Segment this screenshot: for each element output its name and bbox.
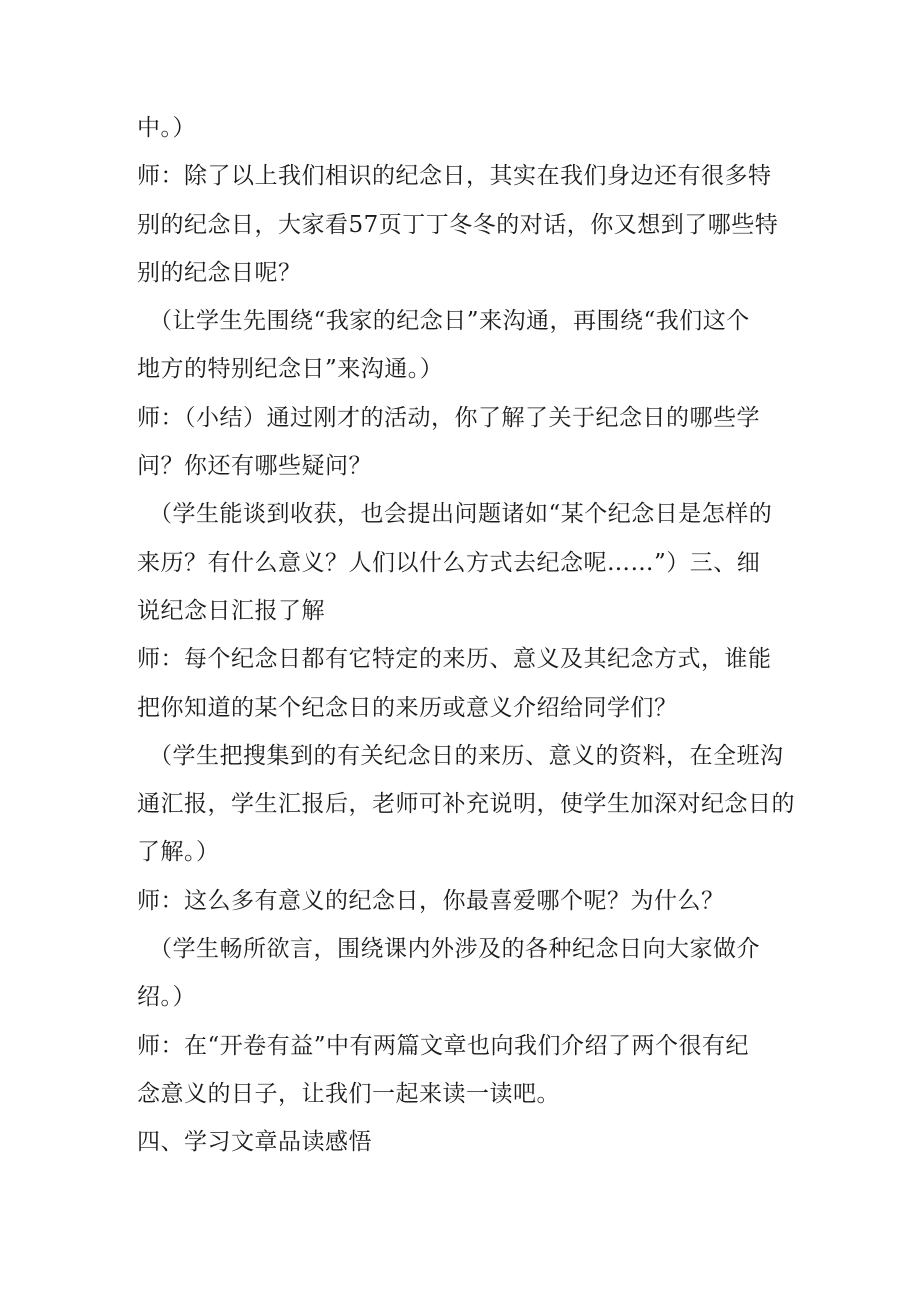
text-line-11: 说纪念日汇报了解 — [137, 597, 325, 624]
text-line-19: 绍。） — [137, 984, 196, 1011]
text-line-7: 师：（小结）通过刚才的活动，你了解了关于纪念日的哪些学 — [137, 404, 760, 431]
text-line-13: 把你知道的某个纪念日的来历或意义介绍给同学们？ — [137, 694, 678, 721]
text-line-18: （学生畅所欲言，围绕课内外涉及的各种纪念日向大家做介 — [149, 936, 760, 963]
text-line-3: 别的纪念日，大家看57页丁丁冬冬的对话，你又想到了哪些特 — [137, 211, 779, 238]
text-line-12: 师：每个纪念日都有它特定的来历、意义及其纪念方式，谁能 — [137, 646, 772, 673]
text-line-20: 师：在“开卷有益”中有两篇文章也向我们介绍了两个很有纪 — [137, 1032, 750, 1059]
body-text — [137, 104, 795, 1167]
text-line-1: 中。） — [137, 115, 196, 141]
text-line-10: 来历？有什么意义？人们以什么方式去纪念呢……”）三、细 — [137, 549, 761, 576]
text-line-21: 念意义的日子，让我们一起来读一读吧。 — [137, 1080, 560, 1107]
text-line-4: 别的纪念日呢？ — [137, 259, 302, 286]
text-line-6: 地方的特别纪念日”来沟通。） — [137, 356, 444, 383]
text-line-2: 师：除了以上我们相识的纪念日，其实在我们身边还有很多特 — [137, 163, 772, 190]
section-heading: 四、学习文章品读感悟 — [137, 1129, 372, 1156]
text-line-16: 了解。） — [137, 839, 220, 866]
text-line-17: 师：这么多有意义的纪念日，你最喜爱哪个呢？为什么？ — [137, 887, 725, 914]
text-line-14: （学生把搜集到的有关纪念日的来历、意义的资料，在全班沟 — [149, 742, 784, 769]
text-line-5: （让学生先围绕“我家的纪念日”来沟通，再围绕“我们这个 — [149, 308, 750, 335]
text-line-15: 通汇报，学生汇报后，老师可补充说明，使学生加深对纪念日的 — [137, 791, 795, 818]
text-line-9: （学生能谈到收获，也会提出问题诸如“某个纪念日是怎样的 — [149, 501, 773, 528]
text-line-8: 问？你还有哪些疑问？ — [137, 453, 372, 480]
